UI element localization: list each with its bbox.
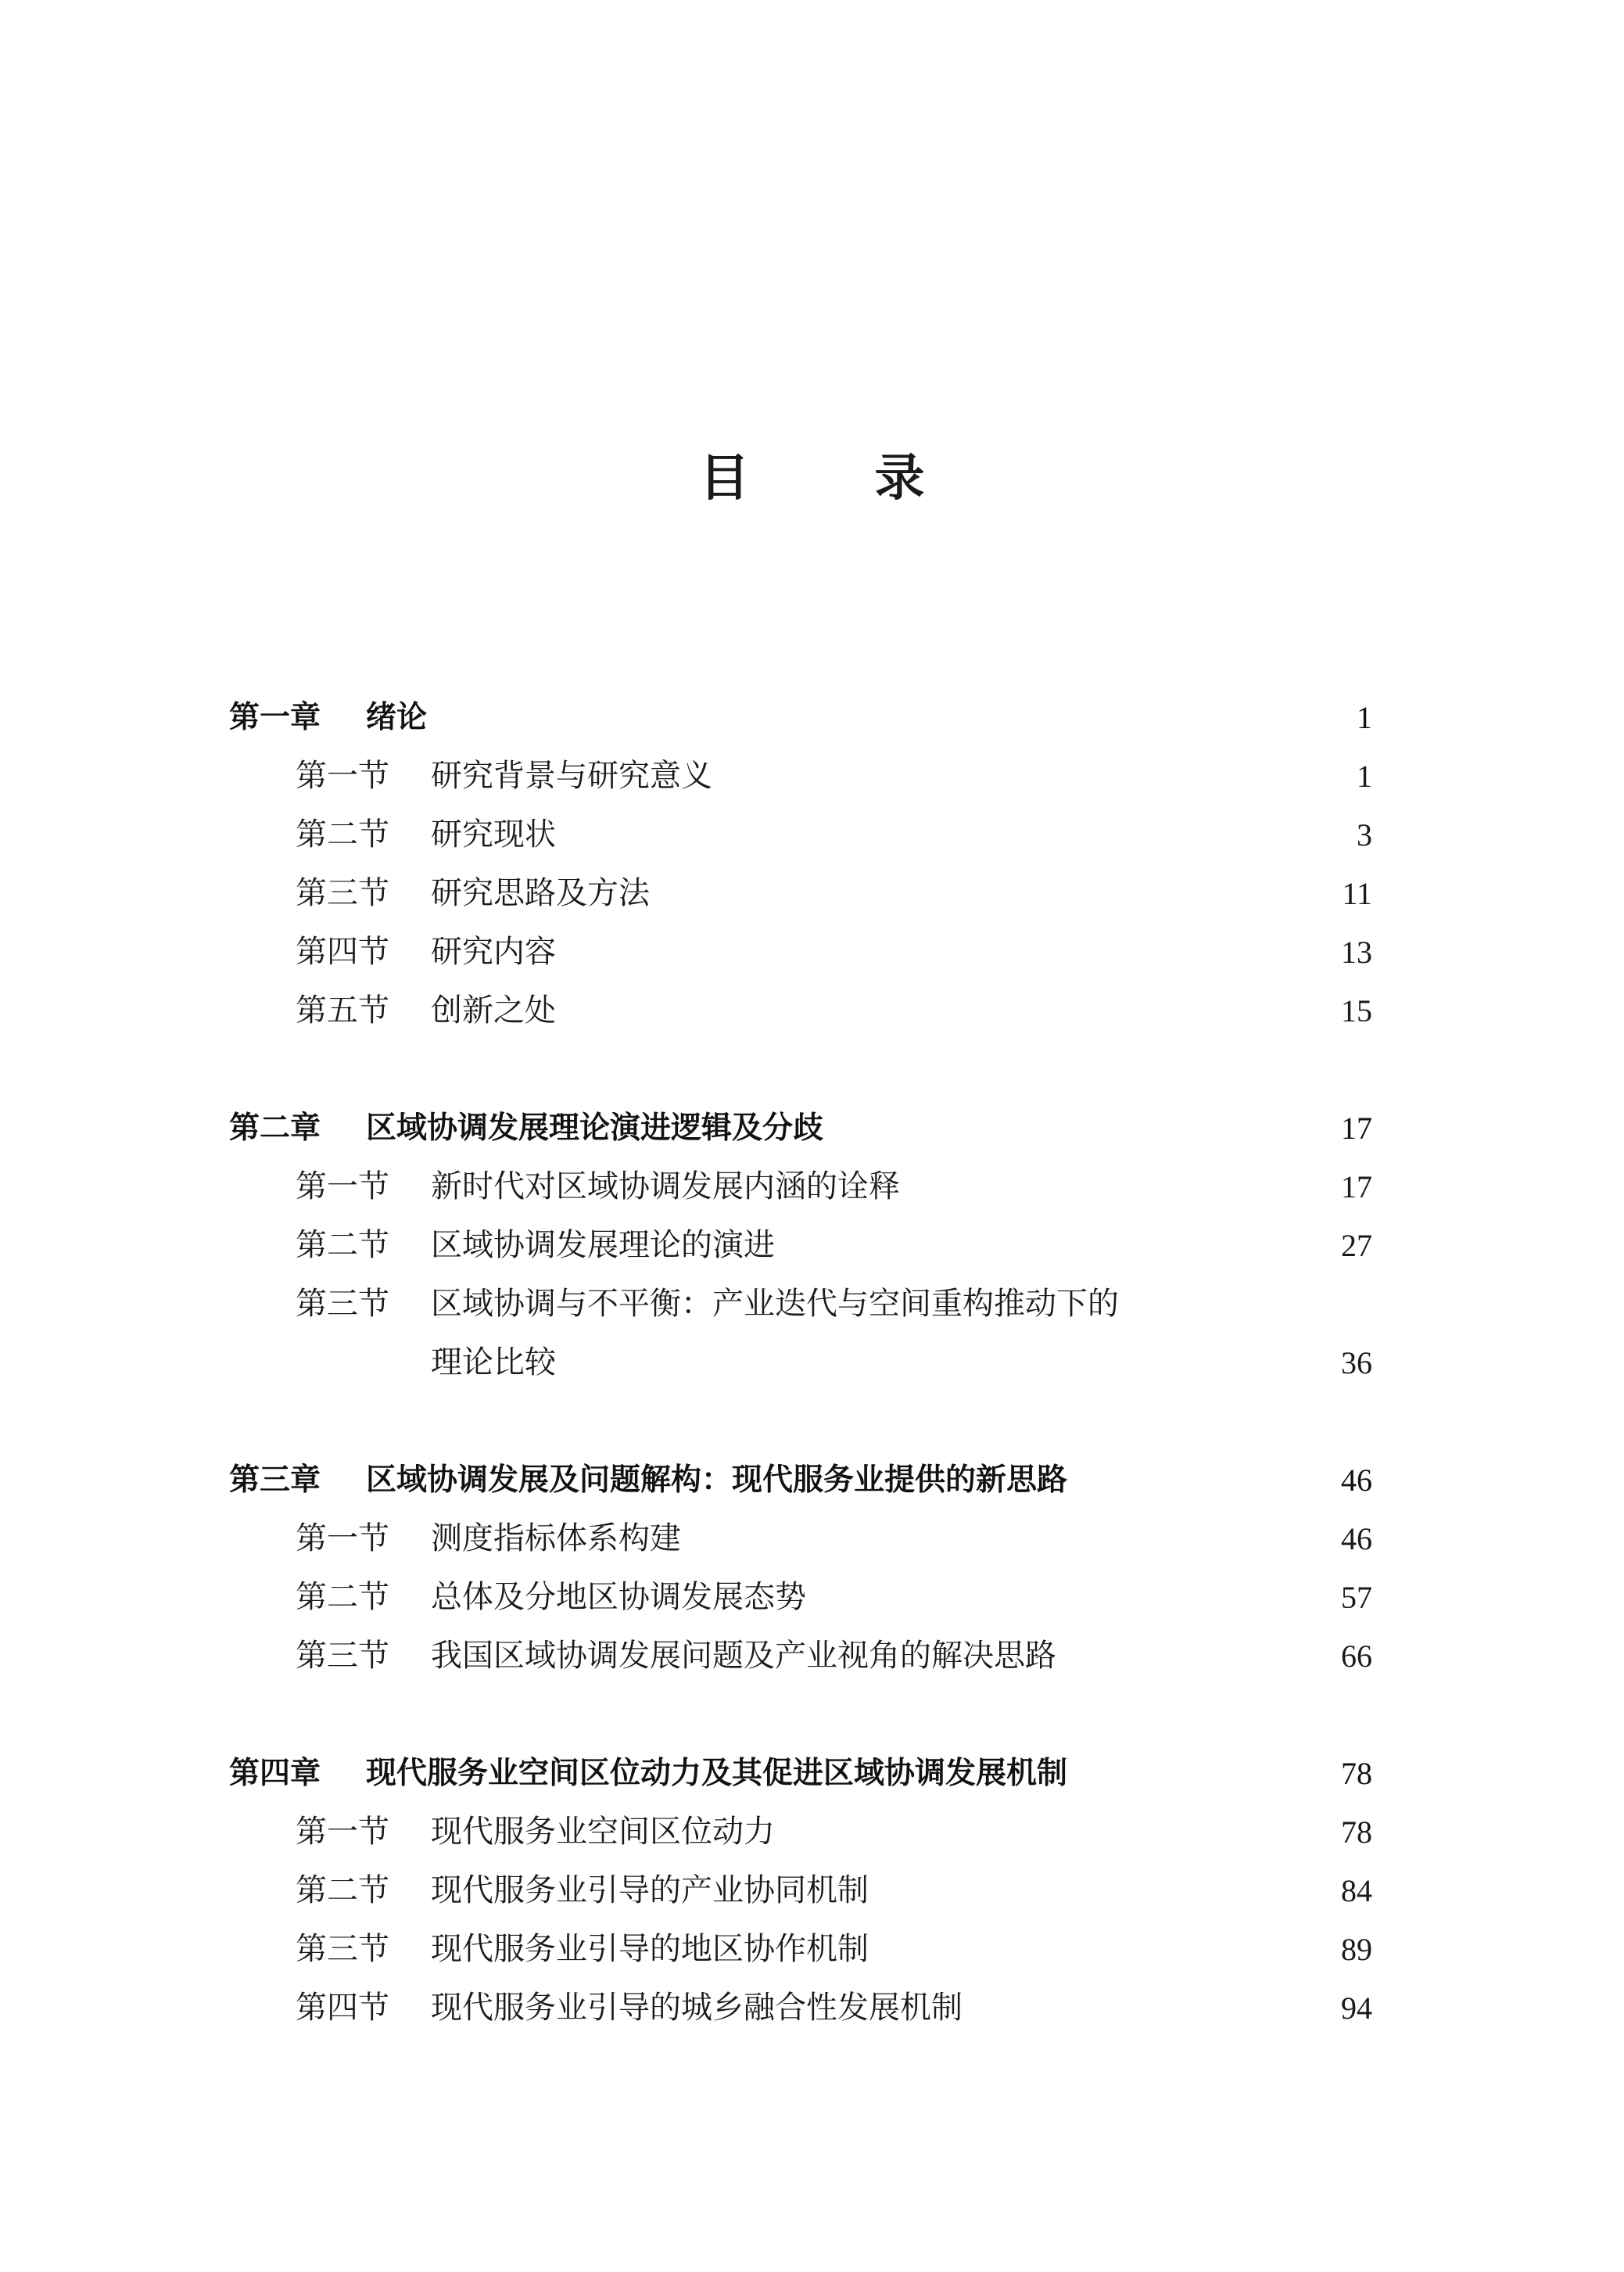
chapter-page-number: 17 bbox=[1341, 1111, 1372, 1146]
toc-section[interactable] bbox=[229, 1509, 1372, 1568]
section-number: 第一节 bbox=[296, 1520, 389, 1556]
toc-section[interactable] bbox=[229, 1979, 1372, 2037]
section-page-number: 27 bbox=[1341, 1228, 1372, 1263]
section-title: 新时代对区域协调发展内涵的诠释 bbox=[431, 1168, 900, 1204]
section-page-number: 84 bbox=[1341, 1873, 1372, 1908]
toc-section[interactable] bbox=[229, 982, 1372, 1040]
section-page-number: 15 bbox=[1341, 993, 1372, 1028]
chapter-number: 第三章 bbox=[229, 1463, 321, 1498]
chapter-title: 现代服务业空间区位动力及其促进区域协调发展机制 bbox=[366, 1756, 1068, 1791]
title-char-2: 录 bbox=[874, 450, 925, 508]
section-title: 区域协调发展理论的演进 bbox=[431, 1227, 775, 1263]
section-page-number: 1 bbox=[1357, 759, 1372, 794]
section-title: 现代服务业引导的产业协同机制 bbox=[431, 1872, 869, 1908]
section-title: 现代服务业引导的城乡融合性发展机制 bbox=[431, 1990, 963, 2026]
section-page-number: 94 bbox=[1341, 1990, 1372, 2026]
section-number: 第五节 bbox=[296, 992, 389, 1028]
toc-chapter-4[interactable] bbox=[229, 1744, 1372, 1803]
section-title: 研究现状 bbox=[431, 817, 556, 852]
section-number: 第二节 bbox=[296, 1579, 389, 1615]
section-number: 第二节 bbox=[296, 817, 389, 852]
toc-section[interactable] bbox=[229, 1275, 1372, 1333]
section-title: 我国区域协调发展问题及产业视角的解决思路 bbox=[431, 1638, 1056, 1674]
toc-section[interactable] bbox=[229, 1568, 1372, 1627]
section-page-number: 66 bbox=[1341, 1638, 1372, 1674]
section-number: 第二节 bbox=[296, 1227, 389, 1263]
section-page-number: 13 bbox=[1341, 935, 1372, 970]
chapter-title: 区域协调发展及问题解构：现代服务业提供的新思路 bbox=[366, 1463, 1068, 1498]
section-page-number: 36 bbox=[1341, 1345, 1372, 1380]
section-title: 研究思路及方法 bbox=[431, 875, 650, 911]
toc-section[interactable] bbox=[229, 1158, 1372, 1216]
toc-chapter-1[interactable] bbox=[229, 688, 1372, 747]
chapter-number: 第一章 bbox=[229, 700, 321, 735]
chapter-page-number: 78 bbox=[1341, 1756, 1372, 1791]
toc-chapter-3[interactable] bbox=[229, 1451, 1372, 1509]
toc-section[interactable] bbox=[229, 806, 1372, 864]
section-number: 第一节 bbox=[296, 1814, 389, 1850]
toc-section[interactable] bbox=[229, 1920, 1372, 1979]
toc-section[interactable] bbox=[229, 864, 1372, 923]
section-number: 第三节 bbox=[296, 1286, 389, 1322]
chapter-spacer bbox=[229, 1392, 1372, 1451]
page-title bbox=[0, 447, 1624, 510]
chapter-spacer bbox=[229, 1685, 1372, 1744]
section-title-continuation: 理论比较 bbox=[431, 1344, 556, 1380]
toc-chapter-2[interactable] bbox=[229, 1099, 1372, 1158]
chapter-title: 区域协调发展理论演进逻辑及分歧 bbox=[366, 1111, 824, 1146]
section-number: 第二节 bbox=[296, 1872, 389, 1908]
chapter-number: 第四章 bbox=[229, 1756, 321, 1791]
chapter-page-number: 1 bbox=[1357, 700, 1372, 735]
toc-section[interactable] bbox=[229, 747, 1372, 806]
section-title: 测度指标体系构建 bbox=[431, 1520, 681, 1556]
toc-section[interactable] bbox=[229, 923, 1372, 982]
section-page-number: 17 bbox=[1341, 1169, 1372, 1204]
section-number: 第四节 bbox=[296, 934, 389, 970]
title-char-1: 目 bbox=[699, 450, 750, 508]
section-number: 第四节 bbox=[296, 1990, 389, 2026]
toc-section[interactable] bbox=[229, 1803, 1372, 1861]
section-page-number: 3 bbox=[1357, 817, 1372, 852]
chapter-title: 绪论 bbox=[366, 700, 428, 735]
table-of-contents bbox=[229, 688, 1372, 2037]
section-title: 区域协调与不平衡：产业迭代与空间重构推动下的 bbox=[431, 1286, 1119, 1322]
section-number: 第一节 bbox=[296, 758, 389, 794]
chapter-spacer bbox=[229, 1040, 1372, 1099]
section-title: 现代服务业空间区位动力 bbox=[431, 1814, 775, 1850]
section-number: 第三节 bbox=[296, 875, 389, 911]
toc-section[interactable] bbox=[229, 1216, 1372, 1275]
chapter-page-number: 46 bbox=[1341, 1463, 1372, 1498]
section-number: 第一节 bbox=[296, 1168, 389, 1204]
section-page-number: 11 bbox=[1342, 876, 1372, 911]
section-title: 研究背景与研究意义 bbox=[431, 758, 712, 794]
section-title: 研究内容 bbox=[431, 934, 556, 970]
chapter-number: 第二章 bbox=[229, 1111, 321, 1146]
section-title: 创新之处 bbox=[431, 992, 556, 1028]
section-number: 第三节 bbox=[296, 1931, 389, 1967]
section-title: 总体及分地区协调发展态势 bbox=[431, 1579, 806, 1615]
toc-section[interactable] bbox=[229, 1627, 1372, 1685]
section-page-number: 46 bbox=[1341, 1521, 1372, 1556]
section-page-number: 78 bbox=[1341, 1814, 1372, 1850]
toc-section[interactable] bbox=[229, 1861, 1372, 1920]
section-page-number: 89 bbox=[1341, 1932, 1372, 1967]
section-page-number: 57 bbox=[1341, 1580, 1372, 1615]
toc-section-continuation[interactable] bbox=[229, 1333, 1372, 1392]
section-title: 现代服务业引导的地区协作机制 bbox=[431, 1931, 869, 1967]
section-number: 第三节 bbox=[296, 1638, 389, 1674]
